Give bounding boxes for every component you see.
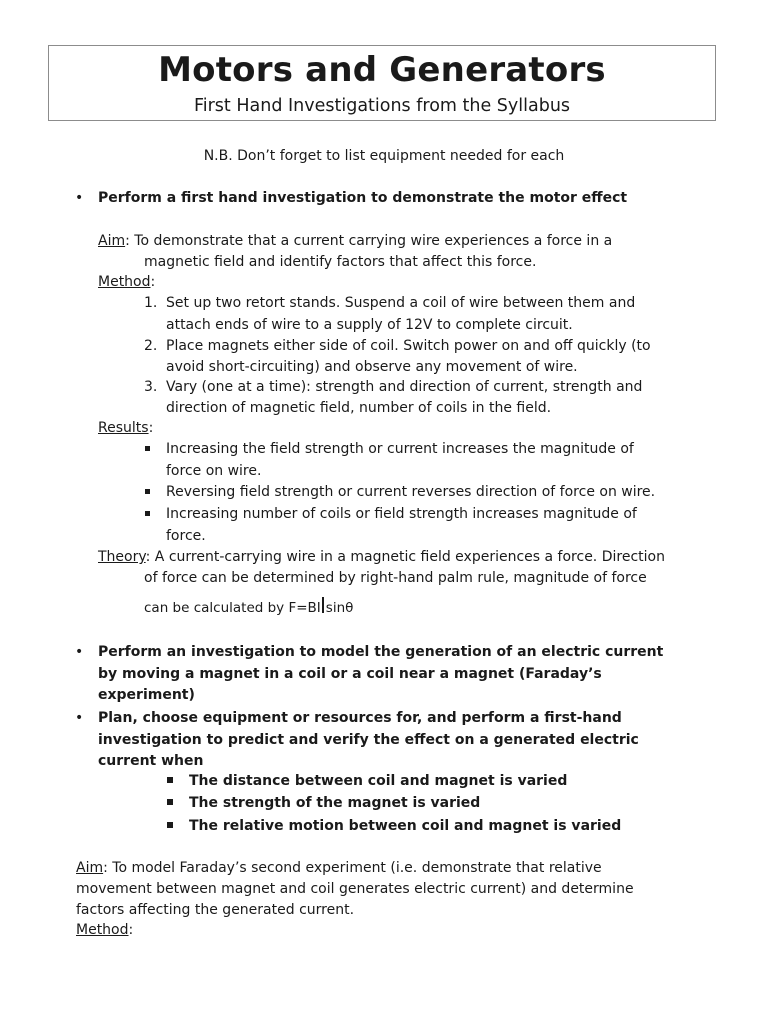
method-colon: :	[128, 922, 134, 938]
aim-text: : To demonstrate that a current carrying wire experiences a force in a	[125, 233, 613, 249]
result-text-cont: force.	[166, 528, 206, 544]
results-label: Results	[98, 420, 149, 436]
section2-bullet2-cont: current when	[98, 753, 204, 769]
step-text-cont: avoid short-circuiting) and observe any movement of wire.	[166, 359, 578, 375]
result-text: Reversing field strength or current reverses direction of force on wire.	[166, 484, 656, 500]
aim-text: : To model Faraday’s second experiment (i.e. demonstrate that relative	[103, 860, 602, 876]
section2-bullet1-cont: experiment)	[98, 687, 195, 703]
section1-aim-cont: magnetic field and identify factors that affect this force.	[144, 254, 537, 270]
section1-method: Method:	[98, 274, 156, 290]
sub-item: The distance between coil and magnet is varied	[189, 773, 568, 789]
square-bullet	[145, 446, 150, 451]
sub-item: The relative motion between coil and magnet is varied	[189, 818, 622, 834]
equipment-note: N.B. Don’t forget to list equipment needed for each	[203, 148, 565, 164]
bullet-dot: •	[75, 710, 84, 726]
square-bullet	[145, 511, 150, 516]
step-text: Place magnets either side of coil. Switch power on and off quickly (to	[166, 338, 651, 354]
step-number: 1.	[144, 295, 158, 311]
section2-aim-cont: factors affecting the generated current.	[76, 902, 355, 918]
result-text: Increasing the field strength or current increases the magnitude of	[166, 441, 634, 457]
step-number: 2.	[144, 338, 158, 354]
step-text-cont: attach ends of wire to a supply of 12V to complete circuit.	[166, 317, 573, 333]
square-bullet	[167, 777, 173, 783]
theory-formula	[144, 597, 353, 619]
section2-method	[76, 920, 133, 941]
aim-label: Aim	[98, 233, 126, 249]
step-text: Vary (one at a time): strength and direction of current, strength and	[166, 379, 643, 395]
theory-text: : A current-carrying wire in a magnetic field experiences a force. Direction	[145, 549, 665, 565]
square-bullet	[167, 822, 173, 828]
result-text-cont: force on wire.	[166, 463, 262, 479]
square-bullet	[145, 489, 150, 494]
section1-theory	[98, 547, 665, 568]
method-label: Method	[98, 274, 151, 290]
section2-bullet2: Plan, choose equipment or resources for, and perform a first-hand	[98, 710, 622, 726]
bullet-dot: •	[75, 644, 84, 660]
square-bullet	[167, 799, 173, 805]
page-title: Motors and Generators	[158, 50, 606, 90]
title-box	[48, 45, 716, 121]
result-text: Increasing number of coils or field strength increases magnitude of	[166, 506, 637, 522]
length-symbol	[322, 597, 324, 613]
theory-text-cont: of force can be determined by right-hand palm rule, magnitude of force	[144, 570, 647, 586]
section2-bullet2-cont: investigation to predict and verify the effect on a generated electric	[98, 732, 639, 748]
section2-aim-cont: movement between magnet and coil generates electric current) and determine	[76, 881, 634, 897]
section2-aim	[76, 858, 602, 879]
section1-heading: Perform a first hand investigation to demonstrate the motor effect	[98, 190, 628, 206]
step-number: 3.	[144, 379, 158, 395]
page-subtitle: First Hand Investigations from the Syllabus	[193, 96, 571, 116]
section2-bullet1-cont: by moving a magnet in a coil or a coil near a magnet (Faraday’s	[98, 666, 602, 682]
step-text: Set up two retort stands. Suspend a coil of wire between them and	[166, 295, 636, 311]
sub-item: The strength of the magnet is varied	[189, 795, 481, 811]
aim-label: Aim	[76, 860, 104, 876]
formula-prefix: can be calculated by F=BI	[144, 600, 321, 616]
section2-bullet1: Perform an investigation to model the generation of an electric current	[98, 644, 664, 660]
step-text-cont: direction of magnetic field, number of coils in the field.	[166, 400, 552, 416]
section1-results: Results:	[98, 420, 154, 436]
theory-label: Theory	[98, 549, 146, 565]
bullet-dot: •	[75, 190, 84, 206]
section1-aim	[98, 231, 612, 252]
method-label: Method	[76, 922, 129, 938]
formula-suffix: sinθ	[325, 600, 354, 616]
